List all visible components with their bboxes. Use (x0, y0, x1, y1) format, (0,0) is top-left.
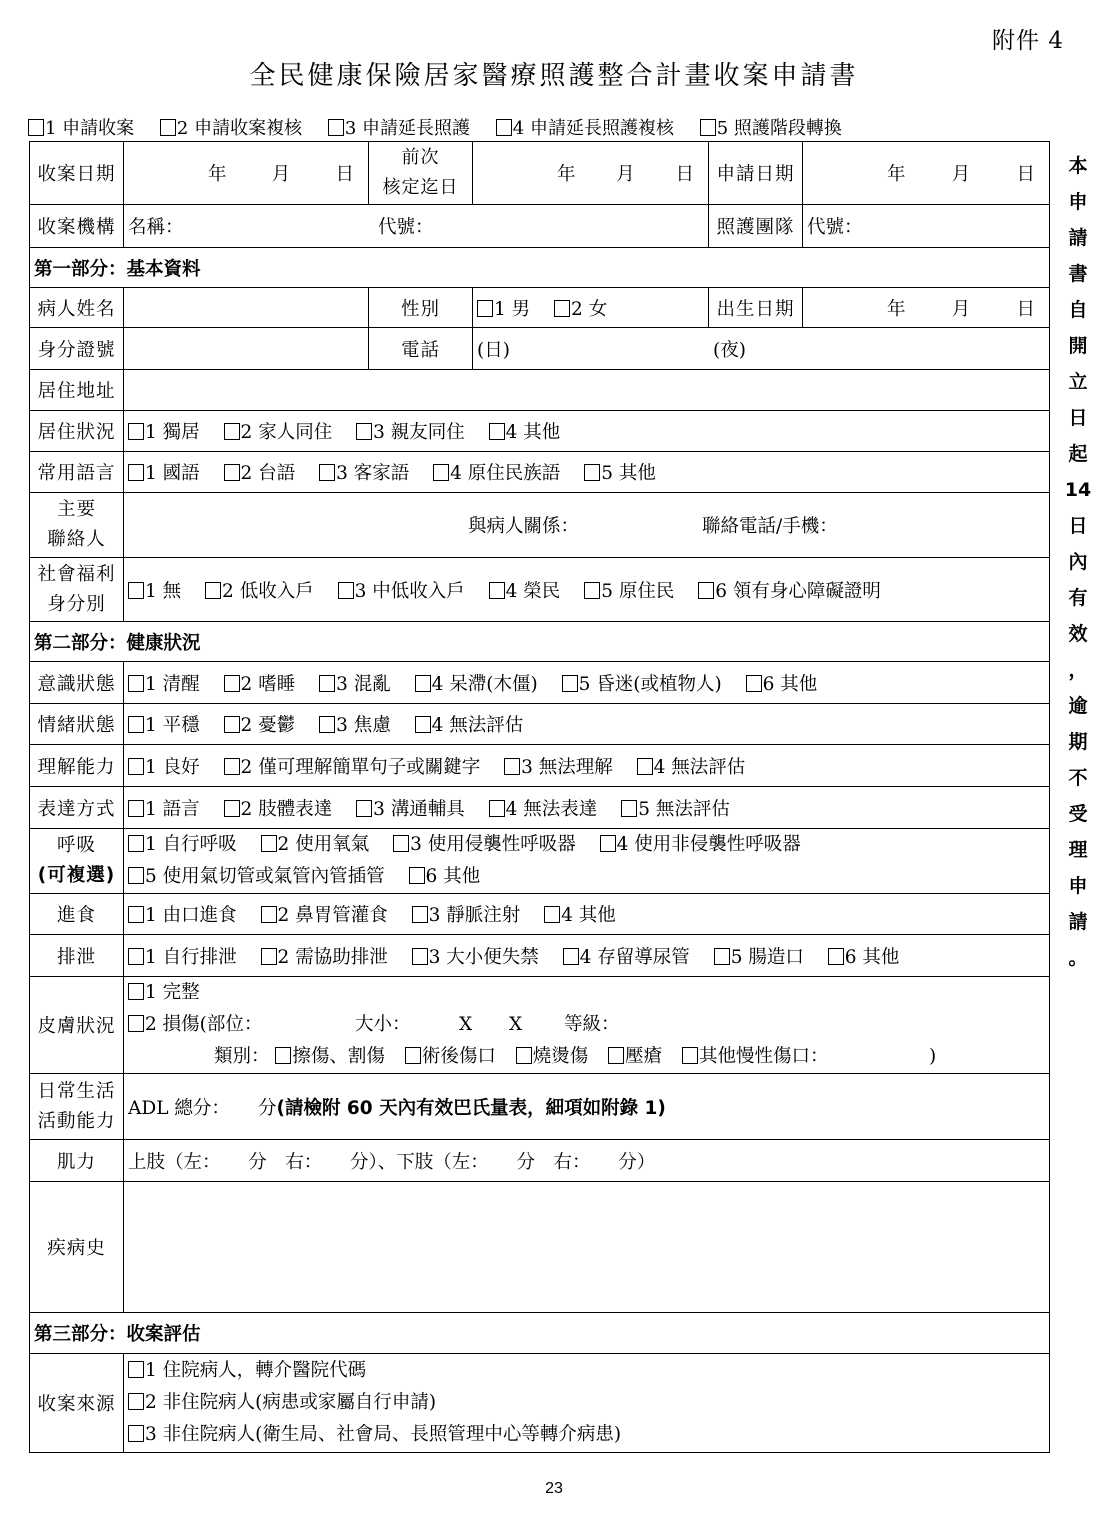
name-row (30, 288, 1050, 328)
adl-field[interactable]: ADL 總分： 分(請檢附 60 天內有效巴氏量表，細項如附錄 1) (124, 1074, 1050, 1140)
checkbox-icon[interactable] (714, 948, 730, 965)
welfare-option[interactable]: 2 低收入戶 (205, 581, 314, 602)
checkbox-icon[interactable] (504, 758, 520, 775)
checkbox-icon[interactable] (621, 800, 637, 817)
checkbox-icon[interactable] (128, 758, 144, 775)
checkbox-icon[interactable] (412, 906, 428, 923)
source-option[interactable]: 3 非住院病人(衛生局、社會局、長照管理中心等轉介病患) (128, 1424, 621, 1445)
checkbox-icon[interactable] (275, 1047, 291, 1064)
dob-label: 出生日期 (709, 288, 803, 328)
name-label: 病人姓名 (30, 288, 124, 328)
conscious-options (124, 662, 1050, 704)
muscle-row (30, 1140, 1050, 1182)
language-option[interactable]: 3 客家語 (319, 463, 409, 484)
prev-approval-date-field[interactable]: 年 月 日 (473, 142, 709, 205)
living-label: 居住狀況 (30, 411, 124, 452)
mood-option[interactable]: 4 無法評估 (415, 715, 524, 736)
checkbox-icon[interactable] (128, 1015, 144, 1032)
checkbox-icon[interactable] (205, 582, 221, 599)
side-note-char: 效 (1068, 623, 1088, 645)
dob-field[interactable]: 年 月 日 (803, 288, 1050, 328)
welfare-option[interactable]: 4 榮民 (489, 581, 561, 602)
id-field[interactable] (124, 328, 369, 370)
welfare-option[interactable]: 5 原住民 (584, 581, 674, 602)
checkbox-icon[interactable] (160, 119, 176, 136)
checkbox-icon[interactable] (746, 675, 762, 692)
excrete-option[interactable]: 3 大小便失禁 (412, 947, 539, 968)
skin-type-option[interactable]: 擦傷、割傷 (275, 1046, 385, 1067)
address-row (30, 370, 1050, 411)
breath-row (30, 829, 1050, 894)
mood-option[interactable]: 2 憂鬱 (224, 715, 296, 736)
checkbox-icon[interactable] (356, 423, 372, 440)
checkbox-icon[interactable] (224, 423, 240, 440)
checkbox-icon[interactable] (319, 675, 335, 692)
apply-date-label: 申請日期 (709, 142, 803, 205)
express-option[interactable]: 2 肢體表達 (224, 799, 333, 820)
checkbox-icon[interactable] (405, 1047, 421, 1064)
side-note-char: 日 (1068, 515, 1088, 537)
checkbox-icon[interactable] (128, 716, 144, 733)
language-options (124, 452, 1050, 493)
checkbox-icon[interactable] (563, 948, 579, 965)
side-note-char: 期 (1068, 731, 1088, 753)
application-form-table (29, 141, 1050, 1453)
living-option[interactable]: 2 家人同住 (224, 422, 333, 443)
breath-option[interactable]: 1 自行呼吸 (128, 834, 237, 855)
part3-heading-row (30, 1313, 1050, 1354)
side-note-char: 請 (1068, 911, 1088, 933)
part3-heading: 第三部分：收案評估 (30, 1313, 1050, 1354)
welfare-option[interactable]: 1 無 (128, 581, 181, 602)
side-note-char: 自 (1068, 299, 1088, 321)
id-phone-row (30, 328, 1050, 370)
language-label: 常用語言 (30, 452, 124, 493)
checkbox-icon[interactable] (433, 464, 449, 481)
conscious-option[interactable]: 4 呆滯(木僵) (415, 674, 538, 695)
admit-date-label: 收案日期 (30, 142, 124, 205)
history-field[interactable] (124, 1182, 1050, 1313)
application-type-option[interactable]: 2 申請收案複核 (160, 118, 302, 139)
welfare-label: 社會福利 身分別 (30, 558, 124, 622)
checkbox-icon[interactable] (496, 119, 512, 136)
eat-option[interactable]: 2 鼻胃管灌食 (261, 905, 388, 926)
understand-option[interactable]: 2 僅可理解簡單句子或關鍵字 (224, 757, 481, 778)
side-note-char: 14 (1064, 479, 1092, 501)
side-note-char: 本 (1068, 155, 1088, 177)
checkbox-icon[interactable] (224, 464, 240, 481)
checkbox-icon[interactable] (554, 300, 570, 317)
excrete-label: 排泄 (30, 935, 124, 977)
checkbox-icon[interactable] (224, 800, 240, 817)
skin-row (30, 977, 1050, 1074)
source-row (30, 1354, 1050, 1453)
checkbox-icon[interactable] (261, 835, 277, 852)
muscle-label: 肌力 (30, 1140, 124, 1182)
eat-options (124, 894, 1050, 935)
excrete-options (124, 935, 1050, 977)
checkbox-icon[interactable] (224, 675, 240, 692)
mood-option[interactable]: 1 平穩 (128, 715, 200, 736)
checkbox-icon[interactable] (698, 582, 714, 599)
excrete-option[interactable]: 6 其他 (828, 947, 900, 968)
eat-option[interactable]: 3 靜脈注射 (412, 905, 521, 926)
mood-label: 情緒狀態 (30, 704, 124, 745)
checkbox-icon[interactable] (584, 464, 600, 481)
checkbox-icon[interactable] (128, 906, 144, 923)
breath-option[interactable]: 4 使用非侵襲性呼吸器 (600, 834, 801, 855)
agency-field[interactable]: 名稱： 代號： (124, 205, 709, 248)
application-type-option[interactable]: 1 申請收案 (28, 118, 134, 139)
breath-option[interactable]: 2 使用氧氣 (261, 834, 370, 855)
breath-option[interactable]: 6 其他 (409, 866, 481, 887)
conscious-option[interactable]: 6 其他 (746, 674, 818, 695)
eat-option[interactable]: 4 其他 (544, 905, 616, 926)
side-note-char: 申 (1068, 191, 1088, 213)
checkbox-icon[interactable] (415, 716, 431, 733)
conscious-option[interactable]: 3 混亂 (319, 674, 391, 695)
sex-options (473, 288, 709, 328)
adl-row (30, 1074, 1050, 1140)
source-label: 收案來源 (30, 1354, 124, 1453)
understand-label: 理解能力 (30, 745, 124, 787)
contact-label: 主要 聯絡人 (30, 493, 124, 558)
id-label: 身分證號 (30, 328, 124, 370)
checkbox-icon[interactable] (319, 716, 335, 733)
checkbox-icon[interactable] (415, 675, 431, 692)
excrete-option[interactable]: 5 腸造口 (714, 947, 804, 968)
checkbox-icon[interactable] (700, 119, 716, 136)
understand-option[interactable]: 4 無法評估 (637, 757, 746, 778)
welfare-option[interactable]: 6 領有身心障礙證明 (698, 581, 881, 602)
side-note-char: 請 (1068, 227, 1088, 249)
source-option[interactable]: 1 住院病人，轉介醫院代碼 (128, 1360, 366, 1381)
checkbox-icon[interactable] (128, 675, 144, 692)
conscious-row (30, 662, 1050, 704)
side-note-char: ， (1068, 659, 1088, 681)
side-note-char: 立 (1068, 371, 1088, 393)
express-options (124, 787, 1050, 829)
part2-heading: 第二部分：健康狀況 (30, 622, 1050, 662)
living-options (124, 411, 1050, 452)
prev-approval-label: 前次 核定迄日 (369, 142, 473, 205)
express-label: 表達方式 (30, 787, 124, 829)
express-row (30, 787, 1050, 829)
express-option[interactable]: 5 無法評估 (621, 799, 730, 820)
welfare-option[interactable]: 3 中低收入戶 (338, 581, 465, 602)
checkbox-icon[interactable] (412, 948, 428, 965)
part1-heading-row (30, 248, 1050, 288)
eat-label: 進食 (30, 894, 124, 935)
checkbox-icon[interactable] (128, 1393, 144, 1410)
checkbox-icon[interactable] (128, 948, 144, 965)
sex-option[interactable]: 2 女 (554, 299, 607, 320)
skin-type-option[interactable]: 術後傷口 (405, 1046, 496, 1067)
checkbox-icon[interactable] (128, 423, 144, 440)
breath-option[interactable]: 5 使用氣切管或氣管內管插管 (128, 866, 385, 887)
language-option[interactable]: 2 台語 (224, 463, 296, 484)
living-option[interactable]: 1 獨居 (128, 422, 200, 443)
excrete-row (30, 935, 1050, 977)
checkbox-icon[interactable] (544, 906, 560, 923)
checkbox-icon[interactable] (224, 758, 240, 775)
eat-option[interactable]: 1 由口進食 (128, 905, 237, 926)
understand-options (124, 745, 1050, 787)
side-note-char: 有 (1068, 587, 1088, 609)
living-option[interactable]: 3 親友同住 (356, 422, 465, 443)
language-option[interactable]: 1 國語 (128, 463, 200, 484)
checkbox-icon[interactable] (393, 835, 409, 852)
history-row (30, 1182, 1050, 1313)
mood-option[interactable]: 3 焦慮 (319, 715, 391, 736)
skin-damage-option[interactable]: 2 損傷(部位： 大小： X X 等級： (128, 1014, 620, 1035)
checkbox-icon[interactable] (128, 1361, 144, 1378)
understand-option[interactable]: 1 良好 (128, 757, 200, 778)
agency-label: 收案機構 (30, 205, 124, 248)
welfare-options (124, 558, 1050, 622)
breath-label: 呼吸 (可複選) (30, 829, 124, 894)
application-type-option[interactable]: 4 申請延長照護複核 (496, 118, 674, 139)
mood-row (30, 704, 1050, 745)
side-note-char: 理 (1068, 839, 1088, 861)
checkbox-icon[interactable] (489, 800, 505, 817)
checkbox-icon[interactable] (356, 800, 372, 817)
page-number: 23 (545, 1480, 563, 1497)
language-option[interactable]: 5 其他 (584, 463, 656, 484)
team-label: 照護團隊 (709, 205, 803, 248)
checkbox-icon[interactable] (600, 835, 616, 852)
side-note-char: 開 (1068, 335, 1088, 357)
checkbox-icon[interactable] (828, 948, 844, 965)
attachment-label: 附件 4 (992, 28, 1064, 54)
checkbox-icon[interactable] (128, 800, 144, 817)
side-note-char: 起 (1068, 443, 1088, 465)
express-option[interactable]: 4 無法表達 (489, 799, 598, 820)
checkbox-icon[interactable] (584, 582, 600, 599)
apply-date-field[interactable]: 年 月 日 (803, 142, 1050, 205)
validity-side-note (1064, 148, 1092, 976)
eat-row (30, 894, 1050, 935)
checkbox-icon[interactable] (128, 983, 144, 1000)
conscious-option[interactable]: 5 昏迷(或植物人) (562, 674, 722, 695)
checkbox-icon[interactable] (516, 1047, 532, 1064)
part1-heading: 第一部分：基本資料 (30, 248, 1050, 288)
checkbox-icon[interactable] (682, 1047, 698, 1064)
team-code-field[interactable]: 代號： (803, 205, 1050, 248)
application-type-option[interactable]: 5 照護階段轉換 (700, 118, 842, 139)
name-field[interactable] (124, 288, 369, 328)
form-title: 全民健康保險居家醫療照護整合計畫收案申請書 (249, 61, 859, 91)
muscle-field[interactable]: 上肢（左： 分 右： 分）、下肢（左： 分 右： 分） (124, 1140, 1050, 1182)
breath-option[interactable]: 3 使用侵襲性呼吸器 (393, 834, 576, 855)
understand-option[interactable]: 3 無法理解 (504, 757, 613, 778)
checkbox-icon[interactable] (489, 582, 505, 599)
living-option[interactable]: 4 其他 (489, 422, 561, 443)
express-option[interactable]: 1 語言 (128, 799, 200, 820)
side-note-char: 書 (1068, 263, 1088, 285)
breath-options (124, 829, 1050, 894)
side-note-char: 申 (1068, 875, 1088, 897)
contact-field[interactable]: 與病人關係： 聯絡電話/手機： (124, 493, 1050, 558)
side-note-char: 受 (1068, 803, 1088, 825)
sex-label: 性別 (369, 288, 473, 328)
welfare-row (30, 558, 1050, 622)
checkbox-icon[interactable] (261, 906, 277, 923)
address-field[interactable] (124, 370, 1050, 411)
agency-row (30, 205, 1050, 248)
checkbox-icon[interactable] (128, 835, 144, 852)
conscious-label: 意識狀態 (30, 662, 124, 704)
checkbox-icon[interactable] (409, 867, 425, 884)
mood-options (124, 704, 1050, 745)
skin-type-option[interactable]: 壓瘡 (608, 1046, 662, 1067)
conscious-option[interactable]: 2 嗜睡 (224, 674, 296, 695)
excrete-option[interactable]: 2 需協助排泄 (261, 947, 388, 968)
checkbox-icon[interactable] (562, 675, 578, 692)
checkbox-icon[interactable] (128, 464, 144, 481)
admit-date-field[interactable]: 年 月 日 (124, 142, 369, 205)
checkbox-icon[interactable] (261, 948, 277, 965)
checkbox-icon[interactable] (608, 1047, 624, 1064)
language-row (30, 452, 1050, 493)
part2-heading-row (30, 622, 1050, 662)
side-note-char: 內 (1068, 551, 1088, 573)
checkbox-icon[interactable] (489, 423, 505, 440)
excrete-option[interactable]: 1 自行排泄 (128, 947, 237, 968)
checkbox-icon[interactable] (128, 867, 144, 884)
source-options (124, 1354, 1050, 1453)
skin-intact-option[interactable]: 1 完整 (128, 982, 200, 1003)
conscious-option[interactable]: 1 清醒 (128, 674, 200, 695)
phone-label: 電話 (369, 328, 473, 370)
application-type-option[interactable]: 3 申請延長照護 (328, 118, 470, 139)
application-type-options (28, 114, 862, 140)
skin-type-option[interactable]: 其他慢性傷口： (682, 1046, 929, 1067)
skin-options: 1 完整 2 損傷(部位： 大小： X X 等級： 類別： 擦傷、割傷 術後傷口 燒燙傷 壓瘡 其他慢性傷口： ) (124, 977, 1050, 1074)
checkbox-icon[interactable] (128, 582, 144, 599)
side-note-char: 不 (1068, 767, 1088, 789)
side-note-char: 逾 (1068, 695, 1088, 717)
side-note-char: 。 (1068, 947, 1088, 969)
express-option[interactable]: 3 溝通輔具 (356, 799, 465, 820)
checkbox-icon[interactable] (28, 119, 44, 136)
checkbox-icon[interactable] (319, 464, 335, 481)
phone-field[interactable]: (日) (夜) (473, 328, 1050, 370)
dates-row (30, 142, 1050, 205)
skin-label: 皮膚狀況 (30, 977, 124, 1074)
side-note-char: 日 (1068, 407, 1088, 429)
checkbox-icon[interactable] (328, 119, 344, 136)
checkbox-icon[interactable] (477, 300, 493, 317)
understand-row (30, 745, 1050, 787)
address-label: 居住地址 (30, 370, 124, 411)
excrete-option[interactable]: 4 存留導尿管 (563, 947, 690, 968)
source-option[interactable]: 2 非住院病人(病患或家屬自行申請) (128, 1392, 436, 1413)
skin-type-option[interactable]: 燒燙傷 (516, 1046, 589, 1067)
adl-label: 日常生活 活動能力 (30, 1074, 124, 1140)
checkbox-icon[interactable] (224, 716, 240, 733)
language-option[interactable]: 4 原住民族語 (433, 463, 560, 484)
checkbox-icon[interactable] (338, 582, 354, 599)
contact-row (30, 493, 1050, 558)
history-label: 疾病史 (30, 1182, 124, 1313)
checkbox-icon[interactable] (637, 758, 653, 775)
living-row (30, 411, 1050, 452)
sex-option[interactable]: 1 男 (477, 299, 530, 320)
checkbox-icon[interactable] (128, 1425, 144, 1442)
